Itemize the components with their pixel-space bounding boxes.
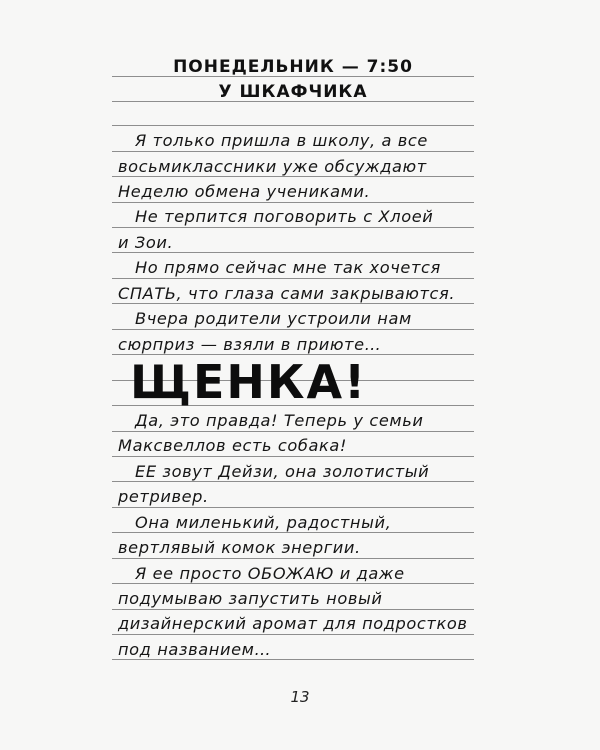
rule-line bbox=[112, 125, 474, 126]
entry-heading-day-time: ПОНЕДЕЛЬНИК — 7:50 bbox=[173, 57, 413, 77]
text-line: Но прямо сейчас мне так хочется bbox=[135, 258, 441, 277]
rule-line bbox=[112, 481, 474, 482]
rule-line bbox=[112, 583, 474, 584]
rule-line bbox=[112, 609, 474, 610]
text-line: Она миленький, радостный, bbox=[135, 513, 392, 532]
text-line: Я только пришла в школу, а все bbox=[135, 131, 428, 150]
rule-line bbox=[112, 507, 474, 508]
text-line: Вчера родители устроили нам bbox=[135, 309, 412, 328]
rule-line bbox=[112, 176, 474, 177]
page-number: 13 bbox=[290, 688, 310, 706]
text-line: Неделю обмена учениками. bbox=[118, 182, 371, 201]
text-line: дизайнерский аромат для подростков bbox=[118, 614, 468, 633]
text-line: Я ее просто ОБОЖАЮ и даже bbox=[135, 564, 405, 583]
rule-line bbox=[112, 329, 474, 330]
rule-line bbox=[112, 634, 474, 635]
entry-heading-place: У ШКАФЧИКА bbox=[218, 82, 368, 102]
rule-line bbox=[112, 227, 474, 228]
rule-line bbox=[112, 659, 474, 660]
rule-line bbox=[112, 151, 474, 152]
text-line: сюрприз — взяли в приюте… bbox=[118, 335, 382, 354]
text-line: ретривер. bbox=[118, 487, 209, 506]
rule-line bbox=[112, 532, 474, 533]
rule-line bbox=[112, 278, 474, 279]
text-line: Да, это правда! Теперь у семьи bbox=[135, 411, 424, 430]
text-line: Максвеллов есть собака! bbox=[118, 436, 348, 455]
emphasis-word: ЩЕНКА! bbox=[130, 355, 368, 409]
text-line: подумываю запустить новый bbox=[118, 589, 383, 608]
text-line: восьмиклассники уже обсуждают bbox=[118, 157, 427, 176]
rule-line bbox=[112, 252, 474, 253]
text-line: Не терпится поговорить с Хлоей bbox=[135, 207, 434, 226]
text-line: под названием… bbox=[118, 640, 272, 659]
text-line: СПАТЬ, что глаза сами закрываются. bbox=[118, 284, 456, 303]
text-line: и Зои. bbox=[118, 233, 174, 252]
rule-line bbox=[112, 303, 474, 304]
rule-line bbox=[112, 431, 474, 432]
text-line: вертлявый комок энергии. bbox=[118, 538, 361, 557]
rule-line bbox=[112, 456, 474, 457]
text-line: ЕЕ зовут Дейзи, она золотистый bbox=[135, 462, 430, 481]
rule-line bbox=[112, 202, 474, 203]
rule-line bbox=[112, 558, 474, 559]
